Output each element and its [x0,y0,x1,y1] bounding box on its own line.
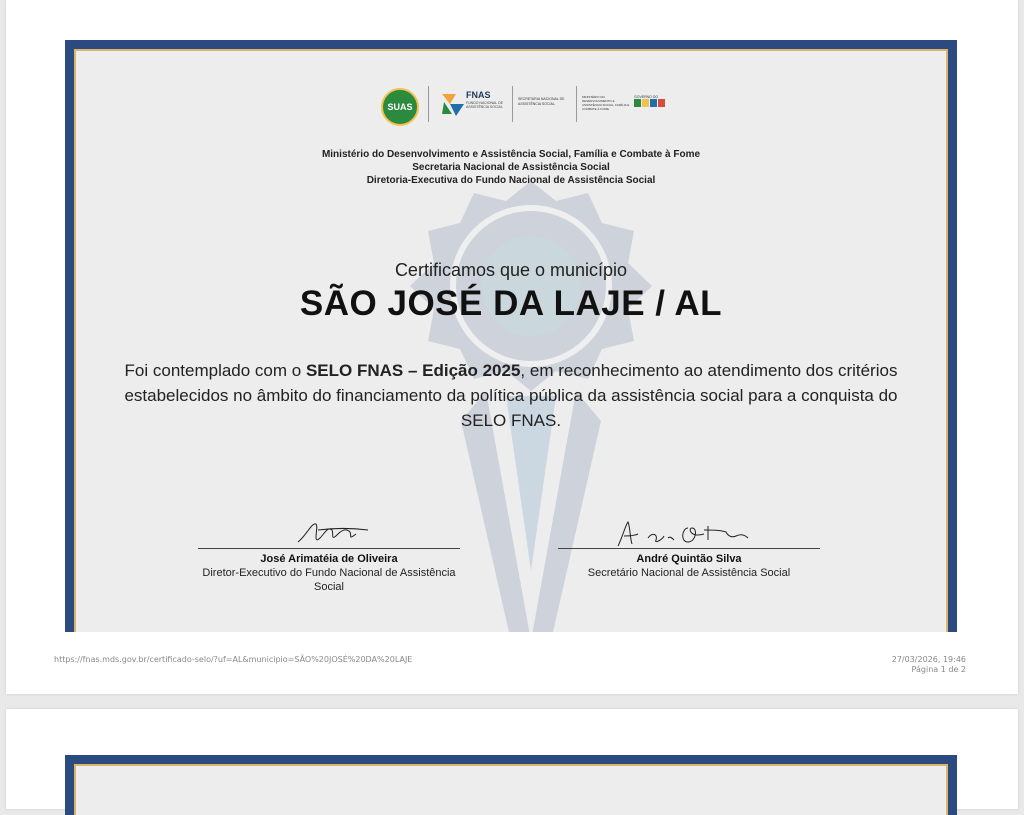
selo-edition: SELO FNAS – Edição 2025 [305,361,521,380]
issuer-ministry: Ministério do Desenvolvimento e Assistência Social, Família e Combate à Fome [321,149,701,160]
issuer-header [76,148,946,187]
pdf-page-1 [6,0,1018,694]
signer-name: José Arimatéia de Oliveira [260,553,398,565]
fnas-logo-icon [442,92,464,116]
pdf-page-2 [6,709,1018,809]
svg-text:GOVERNO DO: GOVERNO DO [634,95,659,99]
fnas-logo-subtitle: FUNDO NACIONAL DE ASSISTÊNCIA SOCIAL [466,101,504,109]
issuer-secretaria: Secretaria Nacional de Assistência Social [412,162,610,173]
page-number: Página 1 de 2 [911,665,966,674]
logo-separator [576,86,577,122]
signature-block-right [558,548,820,580]
signer-role: Secretário Nacional de Assistência Social [587,567,791,579]
certificate-frame-page-2 [65,755,957,815]
municipio-name: SÃO JOSÉ DA LAJE / AL [299,284,723,323]
ministerio-logo-text: MINISTÉRIO DO DESENVOLVIMENTO E ASSISTÊNCIA SOCIAL, FAMÍLIA E COMBATE À FOME [582,95,630,111]
print-footer-date [892,655,966,675]
certificate-text: Foi contemplado com o SELO FNAS – Edição 2025, em reconhecimento ao atendimento dos critérios estabelecidos no âmbito do financiamento da política pública da assistência social para a conquista do SELO FNAS. [124,361,898,430]
signer-role: Diretor-Executivo do Fundo Nacional de Assistência Social [202,567,456,593]
certify-intro: Certificamos que o município [394,260,628,280]
signature-block-left [198,548,460,594]
logo-separator [512,86,513,122]
secretaria-logo-text: SECRETARIA NACIONAL DE ASSISTÊNCIA SOCIAL [518,97,565,106]
certificate-frame [65,40,957,632]
fnas-logo-text: FNAS [466,90,491,100]
logo-separator [428,86,429,122]
suas-logo: SUAS [381,88,419,126]
print-datetime: 27/03/2026, 19:46 [891,655,966,664]
issuer-diretoria: Diretoria-Executiva do Fundo Nacional de Assistência Social [366,175,656,186]
certificate-body [74,49,948,632]
logo-bar [376,78,676,126]
signature-image-right [608,516,768,550]
certificate-body-page-2 [74,764,948,815]
print-footer-url: https://fnas.mds.gov.br/certificado-selo/?uf=AL&municipio=SÃO%20JOSÉ%20DA%20LAJE [54,655,413,664]
signature-image-left [294,516,374,550]
signer-name: André Quintão Silva [636,553,742,565]
governo-brasil-logo [634,94,670,108]
